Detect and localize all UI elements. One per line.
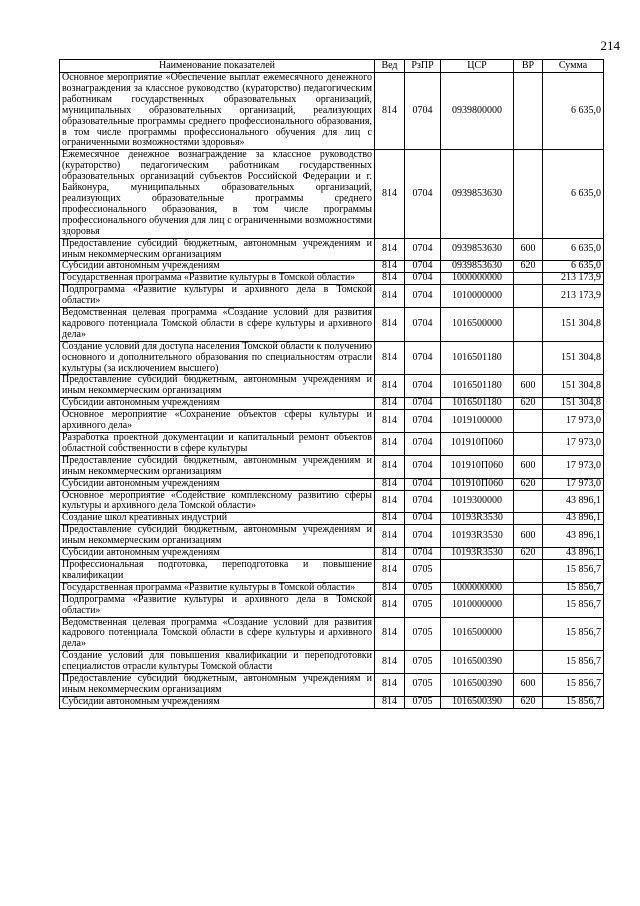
row-vr (514, 617, 543, 651)
row-sum: 17 973,0 (543, 478, 604, 490)
row-csr: 1000000000 (441, 273, 514, 285)
row-name: Предоставление субсидий бюджетным, автономным учреждениям и иным некоммерческим организациям (60, 674, 375, 697)
row-ved: 814 (375, 651, 405, 674)
table-row (60, 490, 604, 513)
row-ved: 814 (375, 238, 405, 261)
row-ved: 814 (375, 559, 405, 582)
row-name: Основное мероприятие «Сохранение объектов сферы культуры и архивного дела» (60, 410, 375, 433)
table-row (60, 548, 604, 560)
row-vr (514, 341, 543, 375)
header-ved: Вед (375, 60, 405, 73)
row-csr: 101910П060 (441, 478, 514, 490)
table-row (60, 238, 604, 261)
row-ved: 814 (375, 261, 405, 273)
row-rzpr: 0705 (405, 651, 441, 674)
row-vr: 600 (514, 238, 543, 261)
row-name: Субсидии автономным учреждениям (60, 261, 375, 273)
row-sum: 15 856,7 (543, 696, 604, 708)
row-csr: 10193R3530 (441, 525, 514, 548)
row-rzpr: 0705 (405, 674, 441, 697)
row-vr (514, 73, 543, 150)
row-vr (514, 490, 543, 513)
row-csr: 1016501180 (441, 375, 514, 398)
row-ved: 814 (375, 285, 405, 308)
row-name: Предоставление субсидий бюджетным, автономным учреждениям и иным некоммерческим организациям (60, 238, 375, 261)
row-sum: 15 856,7 (543, 582, 604, 594)
row-rzpr: 0705 (405, 594, 441, 617)
row-rzpr: 0704 (405, 73, 441, 150)
row-csr: 10193R3530 (441, 548, 514, 560)
row-ved: 814 (375, 617, 405, 651)
row-name: Субсидии автономным учреждениям (60, 696, 375, 708)
row-csr: 0939853630 (441, 238, 514, 261)
row-name: Государственная программа «Развитие культуры в Томской области» (60, 582, 375, 594)
row-ved: 814 (375, 674, 405, 697)
row-vr: 620 (514, 261, 543, 273)
row-sum: 15 856,7 (543, 559, 604, 582)
row-csr: 1016501180 (441, 341, 514, 375)
table-row (60, 651, 604, 674)
row-sum: 15 856,7 (543, 651, 604, 674)
header-name: Наименование показателей (60, 60, 375, 73)
table-row (60, 410, 604, 433)
row-name: Профессиональная подготовка, переподготовка и повышение квалификации (60, 559, 375, 582)
row-ved: 814 (375, 398, 405, 410)
row-rzpr: 0704 (405, 455, 441, 478)
row-csr: 1019100000 (441, 410, 514, 433)
row-sum: 43 896,1 (543, 525, 604, 548)
row-name: Создание условий для доступа населения Томской области к получению основного и дополнительного образования по специальностям отрасли культуры (за исключением высшего) (60, 341, 375, 375)
row-ved: 814 (375, 410, 405, 433)
row-rzpr: 0704 (405, 548, 441, 560)
table-row (60, 525, 604, 548)
row-sum: 213 173,9 (543, 285, 604, 308)
row-name: Разработка проектной документации и капитальный ремонт объектов областной собственности в сфере культуры (60, 433, 375, 456)
row-ved: 814 (375, 455, 405, 478)
row-ved: 814 (375, 341, 405, 375)
table-row (60, 73, 604, 150)
table-row (60, 261, 604, 273)
header-vr: ВР (514, 60, 543, 73)
header-csr: ЦСР (441, 60, 514, 73)
row-vr (514, 582, 543, 594)
row-name: Создание школ креативных индустрий (60, 513, 375, 525)
row-csr: 1016500000 (441, 308, 514, 342)
row-csr: 1016500390 (441, 651, 514, 674)
row-ved: 814 (375, 433, 405, 456)
row-rzpr: 0704 (405, 410, 441, 433)
row-vr: 620 (514, 478, 543, 490)
row-sum: 15 856,7 (543, 594, 604, 617)
table-row (60, 285, 604, 308)
table-row (60, 308, 604, 342)
row-rzpr: 0704 (405, 238, 441, 261)
row-sum: 43 896,1 (543, 513, 604, 525)
row-csr: 1000000000 (441, 582, 514, 594)
row-rzpr: 0704 (405, 525, 441, 548)
row-rzpr: 0705 (405, 696, 441, 708)
row-vr (514, 513, 543, 525)
table-row (60, 433, 604, 456)
row-rzpr: 0704 (405, 150, 441, 238)
row-name: Подпрограмма «Развитие культуры и архивного дела в Томской области» (60, 594, 375, 617)
budget-table (59, 59, 604, 709)
row-csr: 0939853630 (441, 261, 514, 273)
row-name: Ведомственная целевая программа «Создание условий для развития кадрового потенциала Томской области в сфере культуры и архивного дела» (60, 308, 375, 342)
table-row (60, 478, 604, 490)
row-sum: 6 635,0 (543, 261, 604, 273)
row-sum: 17 973,0 (543, 433, 604, 456)
row-vr (514, 273, 543, 285)
row-sum: 15 856,7 (543, 617, 604, 651)
row-rzpr: 0704 (405, 478, 441, 490)
row-sum: 151 304,8 (543, 375, 604, 398)
row-sum: 151 304,8 (543, 341, 604, 375)
row-ved: 814 (375, 594, 405, 617)
row-ved: 814 (375, 478, 405, 490)
row-sum: 43 896,1 (543, 548, 604, 560)
table-row (60, 375, 604, 398)
row-ved: 814 (375, 548, 405, 560)
row-csr: 0939853630 (441, 150, 514, 238)
row-vr: 600 (514, 455, 543, 478)
table-row (60, 513, 604, 525)
row-ved: 814 (375, 150, 405, 238)
row-rzpr: 0704 (405, 513, 441, 525)
row-ved: 814 (375, 375, 405, 398)
row-name: Субсидии автономным учреждениям (60, 548, 375, 560)
row-name: Субсидии автономным учреждениям (60, 398, 375, 410)
row-ved: 814 (375, 273, 405, 285)
row-ved: 814 (375, 73, 405, 150)
table-row (60, 455, 604, 478)
row-vr (514, 594, 543, 617)
row-vr (514, 150, 543, 238)
row-rzpr: 0704 (405, 273, 441, 285)
row-rzpr: 0704 (405, 490, 441, 513)
row-name: Предоставление субсидий бюджетным, автономным учреждениям и иным некоммерческим организациям (60, 375, 375, 398)
row-name: Предоставление субсидий бюджетным, автономным учреждениям и иным некоммерческим организациям (60, 455, 375, 478)
table-row (60, 398, 604, 410)
row-ved: 814 (375, 513, 405, 525)
row-csr: 1016500000 (441, 617, 514, 651)
row-csr: 0939800000 (441, 73, 514, 150)
row-rzpr: 0704 (405, 285, 441, 308)
row-name: Предоставление субсидий бюджетным, автономным учреждениям и иным некоммерческим организациям (60, 525, 375, 548)
row-vr (514, 410, 543, 433)
table-row (60, 559, 604, 582)
row-sum: 17 973,0 (543, 410, 604, 433)
table-row (60, 674, 604, 697)
row-rzpr: 0705 (405, 559, 441, 582)
row-name: Ежемесячное денежное вознаграждение за классное руководство (кураторство) педагогическим работникам государственных образовательных организаций субъектов Российской Федерации и г. Байконура, муниципальных образовательных организаций, реализующих образовательные программы среднего профессионального образования, в том числе программы профессионального обучения для лиц с ограниченными возможностями здоровья (60, 150, 375, 238)
row-vr (514, 651, 543, 674)
row-sum: 6 635,0 (543, 73, 604, 150)
row-csr: 101910П060 (441, 433, 514, 456)
table-row (60, 594, 604, 617)
row-ved: 814 (375, 582, 405, 594)
row-rzpr: 0704 (405, 341, 441, 375)
page-number: 214 (600, 38, 620, 53)
header-sum: Сумма (543, 60, 604, 73)
table-row (60, 273, 604, 285)
table-row (60, 341, 604, 375)
row-name: Ведомственная целевая программа «Создание условий для развития кадрового потенциала Томской области в сфере культуры и архивного дела» (60, 617, 375, 651)
row-name: Подпрограмма «Развитие культуры и архивного дела в Томской области» (60, 285, 375, 308)
row-csr: 1016501180 (441, 398, 514, 410)
row-name: Создание условий для повышения квалификации и переподготовки специалистов отрасли культуры Томской области (60, 651, 375, 674)
row-vr: 600 (514, 525, 543, 548)
row-vr (514, 433, 543, 456)
row-vr: 620 (514, 398, 543, 410)
row-rzpr: 0704 (405, 375, 441, 398)
row-rzpr: 0705 (405, 582, 441, 594)
row-sum: 43 896,1 (543, 490, 604, 513)
row-csr: 1016500390 (441, 696, 514, 708)
row-rzpr: 0704 (405, 308, 441, 342)
row-sum: 6 635,0 (543, 150, 604, 238)
row-name: Субсидии автономным учреждениям (60, 478, 375, 490)
row-rzpr: 0705 (405, 617, 441, 651)
row-csr: 1016500390 (441, 674, 514, 697)
row-sum: 15 856,7 (543, 674, 604, 697)
row-csr (441, 559, 514, 582)
row-vr (514, 308, 543, 342)
table-row (60, 696, 604, 708)
row-sum: 151 304,8 (543, 308, 604, 342)
row-sum: 213 173,9 (543, 273, 604, 285)
row-vr: 620 (514, 548, 543, 560)
table-row (60, 617, 604, 651)
row-name: Государственная программа «Развитие культуры в Томской области» (60, 273, 375, 285)
row-ved: 814 (375, 308, 405, 342)
table-body (60, 73, 604, 709)
row-ved: 814 (375, 525, 405, 548)
row-vr: 620 (514, 696, 543, 708)
row-sum: 6 635,0 (543, 238, 604, 261)
row-name: Основное мероприятие «Содействие комплексному развитию сферы культуры и архивного дела Томской области» (60, 490, 375, 513)
row-rzpr: 0704 (405, 261, 441, 273)
row-vr (514, 559, 543, 582)
header-rzpr: РзПР (405, 60, 441, 73)
row-csr: 1019300000 (441, 490, 514, 513)
row-vr: 600 (514, 674, 543, 697)
row-rzpr: 0704 (405, 433, 441, 456)
row-csr: 1010000000 (441, 594, 514, 617)
row-sum: 151 304,8 (543, 398, 604, 410)
row-sum: 17 973,0 (543, 455, 604, 478)
row-rzpr: 0704 (405, 398, 441, 410)
row-vr (514, 285, 543, 308)
table-row (60, 150, 604, 238)
table-header-row (60, 60, 604, 73)
row-ved: 814 (375, 490, 405, 513)
row-vr: 600 (514, 375, 543, 398)
row-ved: 814 (375, 696, 405, 708)
row-csr: 10193R3530 (441, 513, 514, 525)
row-csr: 101910П060 (441, 455, 514, 478)
row-name: Основное мероприятие «Обеспечение выплат ежемесячного денежного вознаграждения за классное руководство (кураторство) педагогическим работникам государственных образовательных организаций, муниципальных образовательных организаций, реализующих образовательные программы среднего профессионального образования, в том числе программы профессионального обучения для лиц с ограниченными возможностями здоровья» (60, 73, 375, 150)
row-csr: 1010000000 (441, 285, 514, 308)
table-row (60, 582, 604, 594)
